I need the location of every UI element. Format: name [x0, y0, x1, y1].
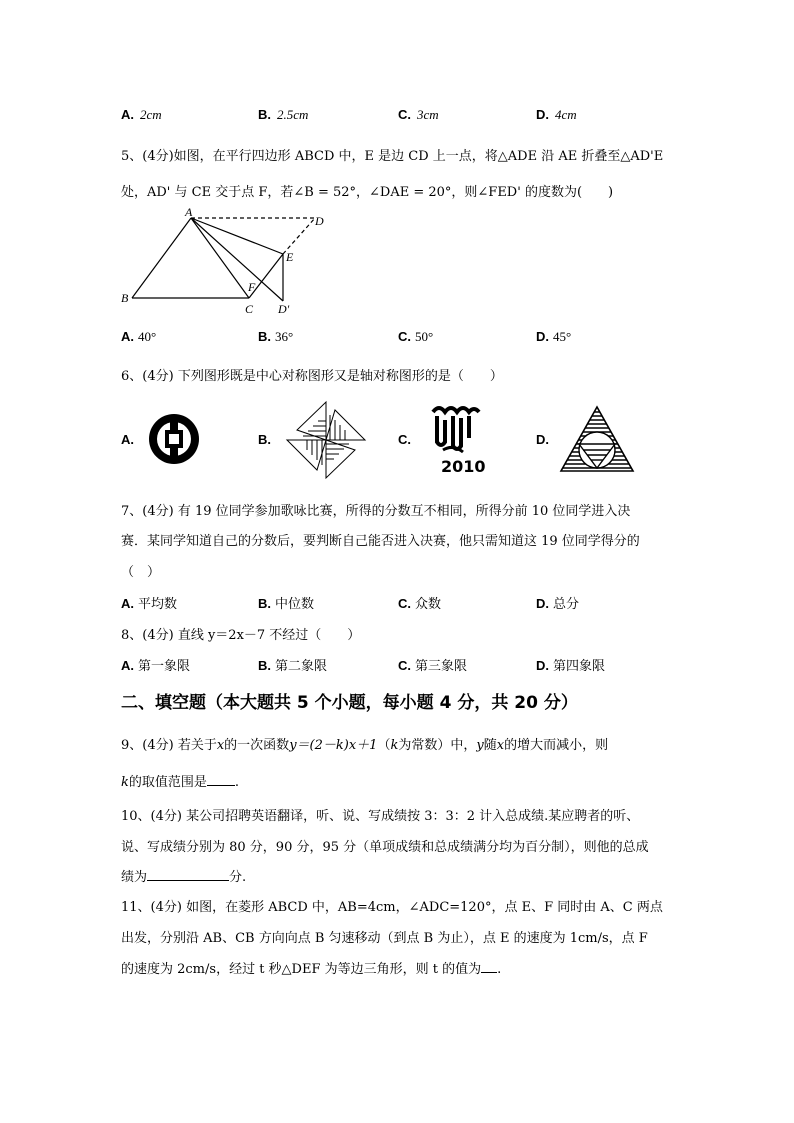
q10-text-line2: 说、写成绩分别为 80 分，90 分，95 分（单项成绩和总成绩满分均为百分制），则他的总成 [121, 840, 649, 855]
q8-option-a [121, 655, 190, 674]
q7-option-d [536, 593, 579, 612]
q8-option-c [398, 655, 467, 674]
q5-option-d [536, 329, 571, 345]
q9-text-line1: 9、(4分) 若关于x的一次函数y＝(2－k)x＋1（k为常数）中，y随x的增大而减小，则 [121, 738, 609, 753]
answer-blank[interactable] [481, 972, 497, 973]
q8-option-d [536, 655, 605, 674]
pinwheel-icon [283, 398, 369, 482]
label-e: E [286, 250, 294, 264]
q7-text-line3: （ ） [121, 565, 161, 580]
q11-text-line3: 的速度为 2cm/s，经过 t 秒△DEF 为等边三角形，则 t 的值为 . [121, 962, 502, 977]
q4-option-c [398, 107, 439, 123]
striped-triangle-icon [557, 404, 637, 474]
option-value: 总分 [553, 596, 580, 611]
answer-blank[interactable] [207, 785, 235, 786]
q6-text: 6、(4分) 下列图形既是中心对称图形又是轴对称图形的是（ ） [121, 369, 503, 384]
q6-option-d-label: D. [536, 432, 549, 447]
option-value: 中位数 [275, 596, 315, 611]
expo-2010-text: 2010 [441, 457, 486, 476]
option-value: 众数 [415, 596, 442, 611]
option-value: 第四象限 [553, 658, 606, 673]
option-label: D. [536, 596, 549, 611]
q6-option-c-label: C. [398, 432, 411, 447]
q7-option-c [398, 593, 441, 612]
option-value: 第一象限 [138, 658, 191, 673]
option-label: B. [258, 329, 271, 344]
q5-text-line2: 处，AD' 与 CE 交于点 F，若∠B = 52°，∠DAE = 20°，则∠FED' 的度数为( ) [121, 185, 614, 200]
option-label: A. [121, 596, 134, 611]
option-value: 45° [553, 329, 572, 344]
q7-text-line2: 赛．某同学知道自己的分数后，要判断自己能否进入决赛，他只需知道这 19 位同学得分的 [121, 534, 640, 549]
q6-option-b-label: B. [258, 432, 271, 447]
segment-ac [191, 218, 249, 298]
option-label: C. [398, 107, 411, 122]
option-label: B. [258, 596, 271, 611]
segment-ae [191, 218, 283, 254]
option-value: 平均数 [138, 596, 178, 611]
segment-ed-dashed [283, 218, 315, 254]
q8-text: 8、(4分) 直线 y＝2x－7 不经过（ ） [121, 628, 361, 643]
q5-option-b [258, 329, 293, 345]
q4-option-d [536, 107, 577, 123]
option-label: B. [258, 107, 271, 122]
q5-option-a [121, 329, 156, 345]
label-d: D [315, 214, 324, 228]
q5-option-c [398, 329, 433, 345]
section-heading-fill-in: 二、填空题（本大题共 5 个小题，每小题 4 分，共 20 分） [121, 693, 578, 713]
option-value: 第三象限 [415, 658, 468, 673]
q5-figure [115, 205, 345, 320]
coin-logo-icon [145, 410, 203, 468]
expo-2010-icon [423, 398, 493, 478]
option-label: A. [121, 107, 134, 122]
q7-option-a [121, 593, 177, 612]
option-value: 50° [415, 329, 434, 344]
option-label: B. [258, 658, 271, 673]
label-f: F [248, 280, 256, 294]
q7-option-b [258, 593, 314, 612]
q8-option-b [258, 655, 327, 674]
option-value: 36° [275, 329, 294, 344]
answer-blank[interactable] [147, 880, 229, 881]
option-label: D. [536, 329, 549, 344]
option-label: A. [121, 329, 134, 344]
q9-text-line2: k的取值范围是 . [121, 775, 240, 790]
option-label: D. [536, 658, 549, 673]
label-c: C [245, 302, 254, 316]
q10-text-line3: 绩为 分. [121, 870, 247, 885]
q6-option-a-label: A. [121, 432, 134, 447]
q10-text-line1: 10、(4分) 某公司招聘英语翻译，听、说、写成绩按 3：3：2 计入总成绩.某应聘者的听、 [121, 809, 640, 824]
option-value: 第二象限 [275, 658, 328, 673]
label-b: B [121, 291, 129, 305]
option-value: 3cm [417, 107, 439, 122]
q11-text-line2: 出发，分别沿 AB、CB 方向向点 B 匀速移动（到点 B 为止），点 E 的速度为 1cm/s，点 F [121, 931, 648, 946]
label-a: A [185, 205, 193, 219]
option-label: C. [398, 658, 411, 673]
q4-option-a [121, 107, 162, 123]
q11-text-line1: 11、(4分) 如图，在菱形 ABCD 中，AB=4cm，∠ADC=120°，点 E、F 同时由 A、C 两点 [121, 900, 663, 915]
q4-option-b [258, 107, 308, 123]
q7-text-line1: 7、(4分) 有 19 位同学参加歌咏比赛，所得的分数互不相同，所得分前 10 位同学进入决 [121, 504, 631, 519]
option-value: 2cm [140, 107, 162, 122]
option-label: D. [536, 107, 549, 122]
option-value: 40° [138, 329, 157, 344]
option-label: C. [398, 596, 411, 611]
side-ab [132, 218, 191, 298]
option-label: C. [398, 329, 411, 344]
label-d-prime: D' [278, 302, 290, 316]
option-value: 4cm [555, 107, 577, 122]
option-label: A. [121, 658, 134, 673]
q5-text-line1: 5、(4分)如图，在平行四边形 ABCD 中，E 是边 CD 上一点，将△ADE 沿 AE 折叠至△AD'E [121, 149, 664, 164]
option-value: 2.5cm [277, 107, 309, 122]
segment-ad-prime [191, 218, 283, 301]
